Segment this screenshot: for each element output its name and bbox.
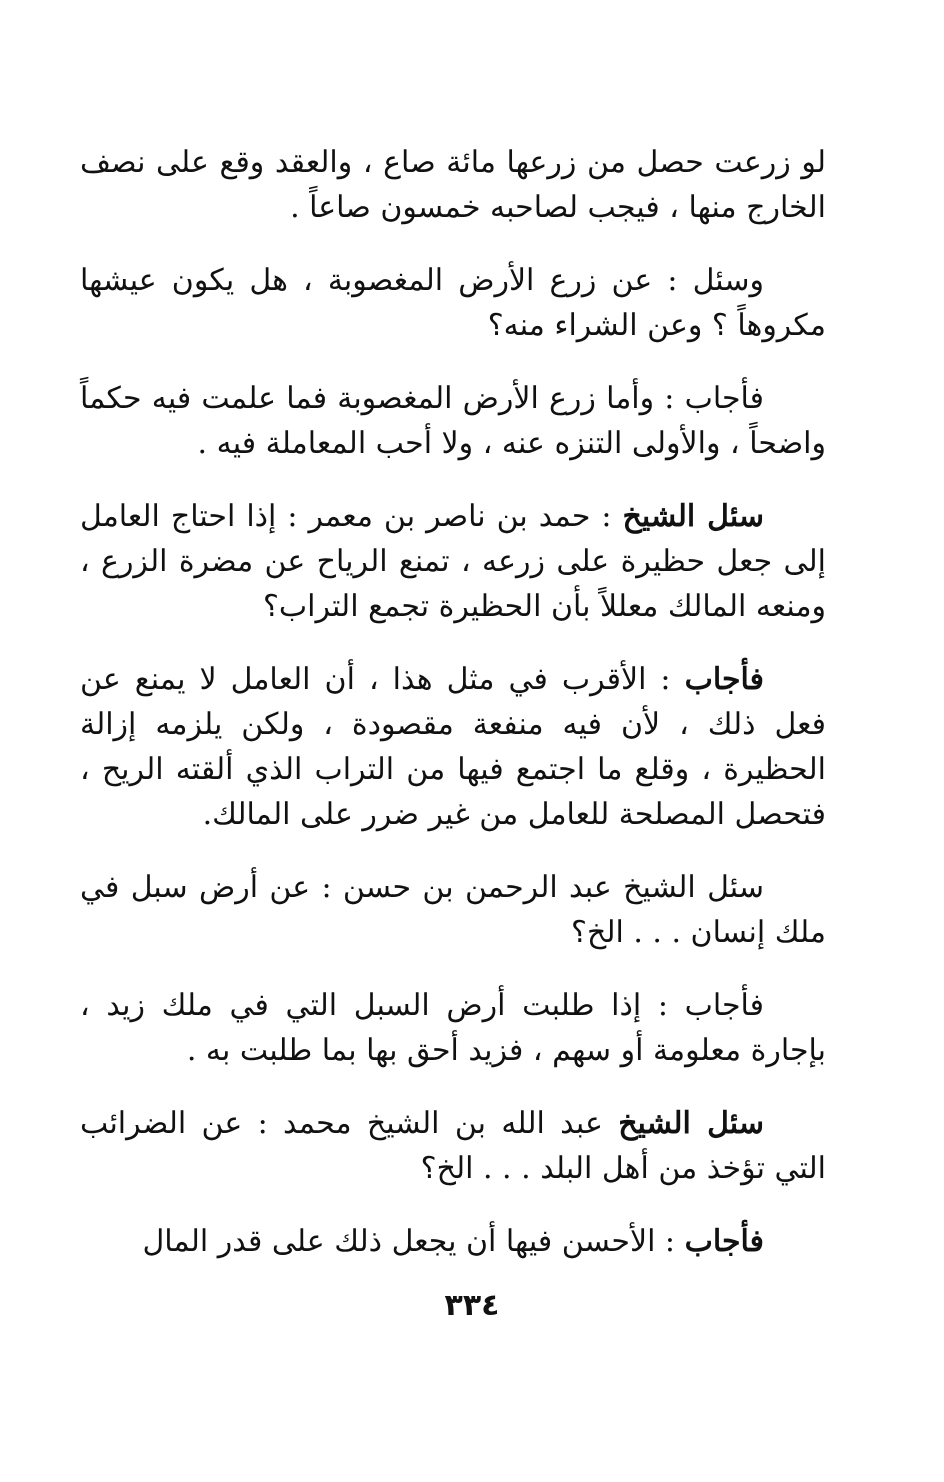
paragraph-3-text: فأجاب : وأما زرع الأرض المغصوبة فما علمت فيه حكماً واضحاً ، والأولى التنزه عنه ، ولا أحب المعاملة فيه . xyxy=(80,381,826,461)
paragraph-3 xyxy=(80,376,826,466)
paragraph-8 xyxy=(80,1101,826,1191)
paragraph-5 xyxy=(80,657,826,837)
paragraph-7-text: فأجاب : إذا طلبت أرض السبل التي في ملك زيد ، بإجارة معلومة أو سهم ، فزيد أحق بها بما طلبت به . xyxy=(80,988,826,1068)
paragraph-8-lead: سئل الشيخ xyxy=(618,1106,764,1141)
paragraph-5-lead: فأجاب xyxy=(684,662,764,697)
paragraph-4-text: : حمد بن ناصر بن معمر : إذا احتاج العامل إلى جعل حظيرة على زرعه ، تمنع الرياح عن مضرة الزرع ، ومنعه المالك معللاً بأن الحظيرة تجمع التراب؟ xyxy=(80,499,826,624)
paragraph-4-lead: سئل الشيخ xyxy=(622,499,765,534)
paragraph-6 xyxy=(80,865,826,955)
paragraph-4 xyxy=(80,494,826,629)
paragraph-8-text: عبد الله بن الشيخ محمد : عن الضرائب التي تؤخذ من أهل البلد . . . الخ؟ xyxy=(80,1106,826,1186)
paragraph-2-text: وسئل : عن زرع الأرض المغصوبة ، هل يكون عيشها مكروهاً ؟ وعن الشراء منه؟ xyxy=(80,263,826,343)
paragraph-6-text: سئل الشيخ عبد الرحمن بن حسن : عن أرض سبل في ملك إنسان . . . الخ؟ xyxy=(80,870,826,950)
paragraph-1 xyxy=(80,140,826,230)
paragraph-9 xyxy=(80,1219,826,1264)
paragraph-1-text: لو زرعت حصل من زرعها مائة صاع ، والعقد وقع على نصف الخارج منها ، فيجب لصاحبه خمسون صاعاً . xyxy=(80,145,826,225)
paragraph-2 xyxy=(80,258,826,348)
page-body-text xyxy=(80,140,826,1292)
paragraph-9-lead: فأجاب xyxy=(684,1224,764,1259)
paragraph-7 xyxy=(80,983,826,1073)
page-number: ٣٣٤ xyxy=(444,1288,500,1323)
paragraph-9-text: : الأحسن فيها أن يجعل ذلك على قدر المال xyxy=(142,1224,685,1259)
paragraph-5-text: : الأقرب في مثل هذا ، أن العامل لا يمنع عن فعل ذلك ، لأن فيه منفعة مقصودة ، ولكن يلزمه إزالة الحظيرة ، وقلع ما اجتمع فيها من التراب الذي ألقته الريح ، فتحصل المصلحة للعامل من غير ضرر على المالك. xyxy=(80,662,826,832)
